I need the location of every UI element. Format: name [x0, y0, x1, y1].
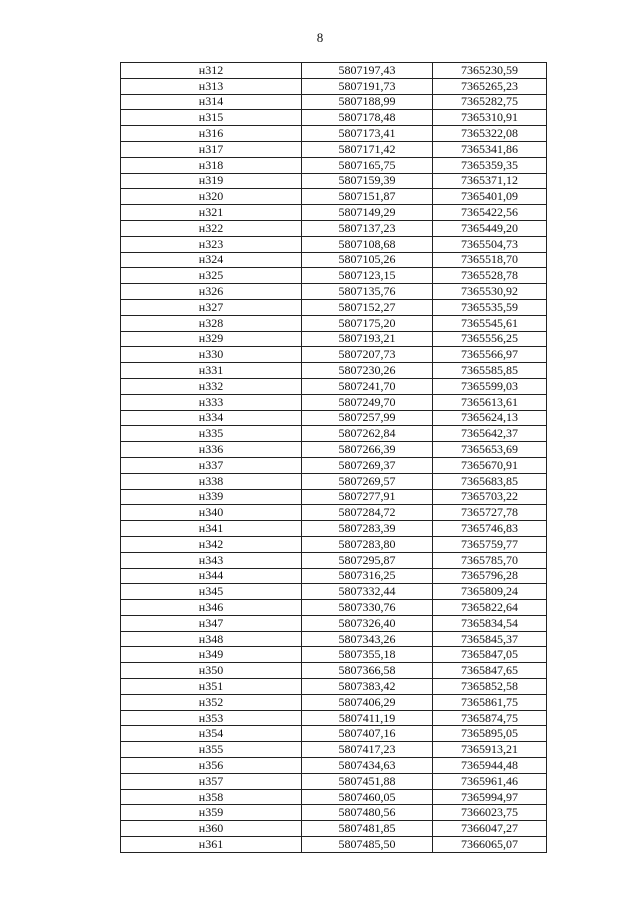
table-row: [121, 394, 547, 410]
y-coordinate-cell: 7365852,58: [433, 679, 547, 695]
x-coordinate-cell: 5807417,23: [302, 742, 433, 758]
y-coordinate-cell: 7365727,78: [433, 505, 547, 521]
x-coordinate-cell: 5807241,70: [302, 378, 433, 394]
point-id-cell: н332: [121, 378, 302, 394]
y-coordinate-cell: 7365265,23: [433, 78, 547, 94]
y-coordinate-cell: 7365401,09: [433, 189, 547, 205]
table-row: [121, 552, 547, 568]
table-row: [121, 742, 547, 758]
table-row: [121, 363, 547, 379]
point-id-cell: н344: [121, 568, 302, 584]
point-id-cell: н325: [121, 268, 302, 284]
x-coordinate-cell: 5807277,91: [302, 489, 433, 505]
table-row: [121, 205, 547, 221]
coordinates-table-body: [121, 63, 547, 853]
point-id-cell: н342: [121, 536, 302, 552]
y-coordinate-cell: 7365322,08: [433, 126, 547, 142]
point-id-cell: н361: [121, 837, 302, 853]
x-coordinate-cell: 5807283,80: [302, 536, 433, 552]
point-id-cell: н317: [121, 141, 302, 157]
table-row: [121, 694, 547, 710]
x-coordinate-cell: 5807295,87: [302, 552, 433, 568]
point-id-cell: н316: [121, 126, 302, 142]
x-coordinate-cell: 5807266,39: [302, 442, 433, 458]
point-id-cell: н349: [121, 647, 302, 663]
y-coordinate-cell: 7365528,78: [433, 268, 547, 284]
y-coordinate-cell: 7365746,83: [433, 521, 547, 537]
x-coordinate-cell: 5807481,85: [302, 821, 433, 837]
x-coordinate-cell: 5807149,29: [302, 205, 433, 221]
y-coordinate-cell: 7365556,25: [433, 331, 547, 347]
x-coordinate-cell: 5807451,88: [302, 773, 433, 789]
table-row: [121, 268, 547, 284]
point-id-cell: н350: [121, 663, 302, 679]
y-coordinate-cell: 7365834,54: [433, 615, 547, 631]
table-row: [121, 600, 547, 616]
point-id-cell: н346: [121, 600, 302, 616]
x-coordinate-cell: 5807188,99: [302, 94, 433, 110]
y-coordinate-cell: 7365874,75: [433, 710, 547, 726]
point-id-cell: н358: [121, 789, 302, 805]
table-row: [121, 505, 547, 521]
y-coordinate-cell: 7365282,75: [433, 94, 547, 110]
table-row: [121, 141, 547, 157]
x-coordinate-cell: 5807207,73: [302, 347, 433, 363]
point-id-cell: н341: [121, 521, 302, 537]
table-row: [121, 410, 547, 426]
y-coordinate-cell: 7365845,37: [433, 631, 547, 647]
x-coordinate-cell: 5807316,25: [302, 568, 433, 584]
point-id-cell: н313: [121, 78, 302, 94]
table-row: [121, 536, 547, 552]
x-coordinate-cell: 5807151,87: [302, 189, 433, 205]
table-row: [121, 489, 547, 505]
point-id-cell: н329: [121, 331, 302, 347]
y-coordinate-cell: 7365994,97: [433, 789, 547, 805]
point-id-cell: н331: [121, 363, 302, 379]
x-coordinate-cell: 5807108,68: [302, 236, 433, 252]
x-coordinate-cell: 5807343,26: [302, 631, 433, 647]
y-coordinate-cell: 7365961,46: [433, 773, 547, 789]
table-row: [121, 299, 547, 315]
y-coordinate-cell: 7366047,27: [433, 821, 547, 837]
table-row: [121, 710, 547, 726]
table-row: [121, 726, 547, 742]
point-id-cell: н339: [121, 489, 302, 505]
x-coordinate-cell: 5807191,73: [302, 78, 433, 94]
point-id-cell: н345: [121, 584, 302, 600]
table-row: [121, 663, 547, 679]
y-coordinate-cell: 7365310,91: [433, 110, 547, 126]
table-row: [121, 236, 547, 252]
x-coordinate-cell: 5807123,15: [302, 268, 433, 284]
x-coordinate-cell: 5807173,41: [302, 126, 433, 142]
coordinates-table: [120, 62, 547, 853]
x-coordinate-cell: 5807230,26: [302, 363, 433, 379]
point-id-cell: н322: [121, 220, 302, 236]
point-id-cell: н323: [121, 236, 302, 252]
table-row: [121, 110, 547, 126]
point-id-cell: н330: [121, 347, 302, 363]
x-coordinate-cell: 5807366,58: [302, 663, 433, 679]
point-id-cell: н353: [121, 710, 302, 726]
y-coordinate-cell: 7365703,22: [433, 489, 547, 505]
x-coordinate-cell: 5807283,39: [302, 521, 433, 537]
y-coordinate-cell: 7365545,61: [433, 315, 547, 331]
y-coordinate-cell: 7365944,48: [433, 758, 547, 774]
x-coordinate-cell: 5807257,99: [302, 410, 433, 426]
x-coordinate-cell: 5807193,21: [302, 331, 433, 347]
y-coordinate-cell: 7365759,77: [433, 536, 547, 552]
y-coordinate-cell: 7365809,24: [433, 584, 547, 600]
x-coordinate-cell: 5807383,42: [302, 679, 433, 695]
x-coordinate-cell: 5807165,75: [302, 157, 433, 173]
point-id-cell: н320: [121, 189, 302, 205]
point-id-cell: н315: [121, 110, 302, 126]
x-coordinate-cell: 5807197,43: [302, 63, 433, 79]
y-coordinate-cell: 7365613,61: [433, 394, 547, 410]
y-coordinate-cell: 7365566,97: [433, 347, 547, 363]
point-id-cell: н321: [121, 205, 302, 221]
table-row: [121, 284, 547, 300]
x-coordinate-cell: 5807178,48: [302, 110, 433, 126]
x-coordinate-cell: 5807480,56: [302, 805, 433, 821]
x-coordinate-cell: 5807171,42: [302, 141, 433, 157]
point-id-cell: н336: [121, 442, 302, 458]
table-row: [121, 252, 547, 268]
x-coordinate-cell: 5807135,76: [302, 284, 433, 300]
table-row: [121, 789, 547, 805]
point-id-cell: н319: [121, 173, 302, 189]
table-row: [121, 457, 547, 473]
y-coordinate-cell: 7365230,59: [433, 63, 547, 79]
x-coordinate-cell: 5807460,05: [302, 789, 433, 805]
x-coordinate-cell: 5807137,23: [302, 220, 433, 236]
table-row: [121, 805, 547, 821]
table-row: [121, 631, 547, 647]
point-id-cell: н351: [121, 679, 302, 695]
table-row: [121, 615, 547, 631]
point-id-cell: н347: [121, 615, 302, 631]
y-coordinate-cell: 7365504,73: [433, 236, 547, 252]
x-coordinate-cell: 5807284,72: [302, 505, 433, 521]
page-number: 8: [316, 30, 324, 45]
table-row: [121, 126, 547, 142]
point-id-cell: н356: [121, 758, 302, 774]
x-coordinate-cell: 5807411,19: [302, 710, 433, 726]
table-row: [121, 442, 547, 458]
x-coordinate-cell: 5807406,29: [302, 694, 433, 710]
table-row: [121, 584, 547, 600]
y-coordinate-cell: 7366023,75: [433, 805, 547, 821]
x-coordinate-cell: 5807330,76: [302, 600, 433, 616]
table-row: [121, 189, 547, 205]
table-row: [121, 821, 547, 837]
point-id-cell: н314: [121, 94, 302, 110]
table-row: [121, 78, 547, 94]
x-coordinate-cell: 5807175,20: [302, 315, 433, 331]
x-coordinate-cell: 5807434,63: [302, 758, 433, 774]
point-id-cell: н335: [121, 426, 302, 442]
x-coordinate-cell: 5807269,37: [302, 457, 433, 473]
table-row: [121, 331, 547, 347]
table-row: [121, 426, 547, 442]
point-id-cell: н333: [121, 394, 302, 410]
table-row: [121, 758, 547, 774]
x-coordinate-cell: 5807326,40: [302, 615, 433, 631]
point-id-cell: н312: [121, 63, 302, 79]
y-coordinate-cell: 7365683,85: [433, 473, 547, 489]
table-row: [121, 220, 547, 236]
point-id-cell: н338: [121, 473, 302, 489]
x-coordinate-cell: 5807249,70: [302, 394, 433, 410]
table-row: [121, 679, 547, 695]
table-row: [121, 173, 547, 189]
point-id-cell: н359: [121, 805, 302, 821]
y-coordinate-cell: 7365847,65: [433, 663, 547, 679]
y-coordinate-cell: 7365530,92: [433, 284, 547, 300]
y-coordinate-cell: 7365653,69: [433, 442, 547, 458]
table-row: [121, 157, 547, 173]
y-coordinate-cell: 7365822,64: [433, 600, 547, 616]
y-coordinate-cell: 7366065,07: [433, 837, 547, 853]
y-coordinate-cell: 7365861,75: [433, 694, 547, 710]
table-row: [121, 647, 547, 663]
x-coordinate-cell: 5807262,84: [302, 426, 433, 442]
y-coordinate-cell: 7365359,35: [433, 157, 547, 173]
point-id-cell: н357: [121, 773, 302, 789]
y-coordinate-cell: 7365913,21: [433, 742, 547, 758]
y-coordinate-cell: 7365535,59: [433, 299, 547, 315]
table-row: [121, 63, 547, 79]
point-id-cell: н340: [121, 505, 302, 521]
x-coordinate-cell: 5807355,18: [302, 647, 433, 663]
x-coordinate-cell: 5807407,16: [302, 726, 433, 742]
point-id-cell: н354: [121, 726, 302, 742]
point-id-cell: н326: [121, 284, 302, 300]
point-id-cell: н360: [121, 821, 302, 837]
point-id-cell: н337: [121, 457, 302, 473]
table-row: [121, 378, 547, 394]
y-coordinate-cell: 7365796,28: [433, 568, 547, 584]
table-row: [121, 773, 547, 789]
point-id-cell: н327: [121, 299, 302, 315]
y-coordinate-cell: 7365670,91: [433, 457, 547, 473]
table-row: [121, 347, 547, 363]
table-row: [121, 473, 547, 489]
x-coordinate-cell: 5807159,39: [302, 173, 433, 189]
y-coordinate-cell: 7365371,12: [433, 173, 547, 189]
table-row: [121, 94, 547, 110]
y-coordinate-cell: 7365341,86: [433, 141, 547, 157]
point-id-cell: н343: [121, 552, 302, 568]
table-row: [121, 837, 547, 853]
y-coordinate-cell: 7365624,13: [433, 410, 547, 426]
y-coordinate-cell: 7365599,03: [433, 378, 547, 394]
point-id-cell: н328: [121, 315, 302, 331]
point-id-cell: н348: [121, 631, 302, 647]
point-id-cell: н318: [121, 157, 302, 173]
y-coordinate-cell: 7365518,70: [433, 252, 547, 268]
table-row: [121, 568, 547, 584]
table-row: [121, 521, 547, 537]
x-coordinate-cell: 5807152,27: [302, 299, 433, 315]
y-coordinate-cell: 7365585,85: [433, 363, 547, 379]
x-coordinate-cell: 5807485,50: [302, 837, 433, 853]
point-id-cell: н352: [121, 694, 302, 710]
x-coordinate-cell: 5807332,44: [302, 584, 433, 600]
y-coordinate-cell: 7365422,56: [433, 205, 547, 221]
table-row: [121, 315, 547, 331]
y-coordinate-cell: 7365785,70: [433, 552, 547, 568]
y-coordinate-cell: 7365895,05: [433, 726, 547, 742]
point-id-cell: н334: [121, 410, 302, 426]
y-coordinate-cell: 7365449,20: [433, 220, 547, 236]
y-coordinate-cell: 7365847,05: [433, 647, 547, 663]
point-id-cell: н324: [121, 252, 302, 268]
y-coordinate-cell: 7365642,37: [433, 426, 547, 442]
x-coordinate-cell: 5807269,57: [302, 473, 433, 489]
point-id-cell: н355: [121, 742, 302, 758]
x-coordinate-cell: 5807105,26: [302, 252, 433, 268]
